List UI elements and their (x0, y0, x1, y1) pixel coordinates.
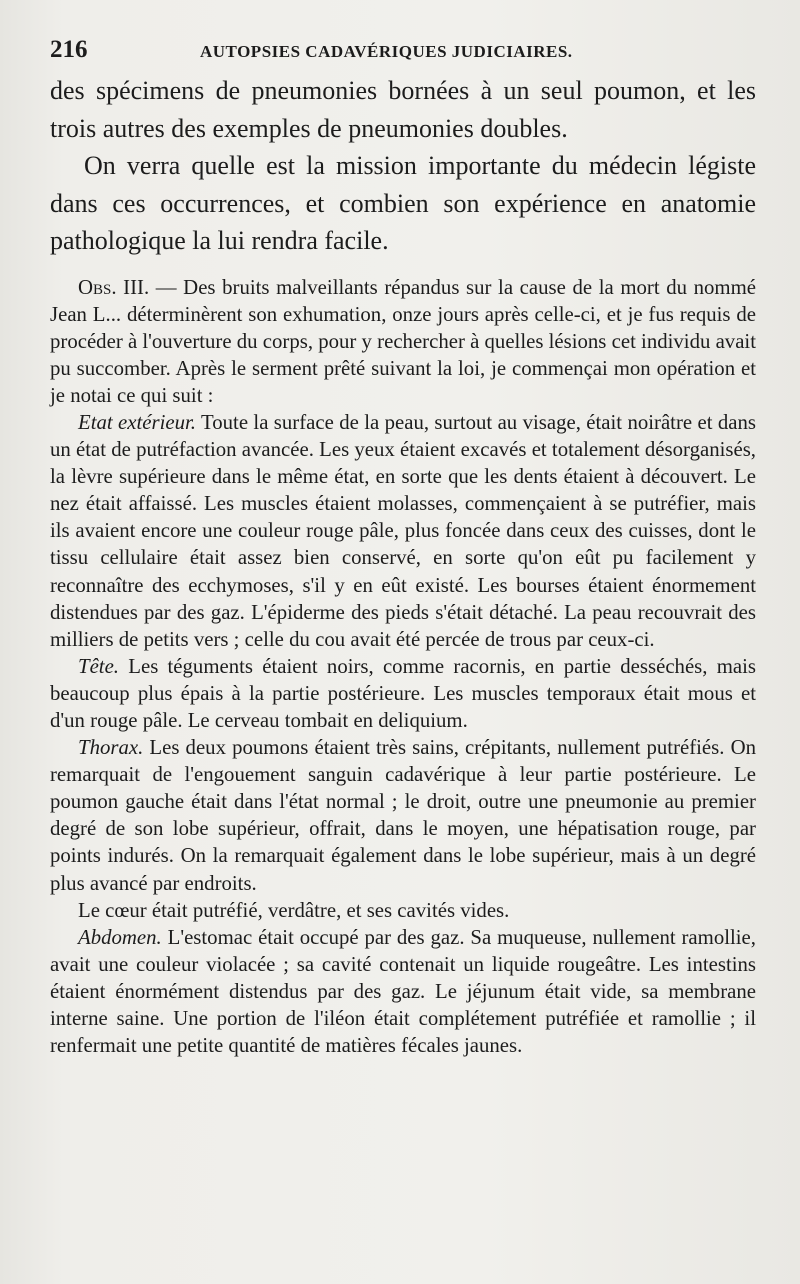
etat-exterieur-text: Toute la surface de la peau, surtout au visage, était noirâtre et dans un état de putréfaction avancée. Les yeux étaient excavés et totalement désorganisés, la lèvre supérieure dans le même état, en sorte que les dents étaient à découvert. Le nez était affaissé. Les muscles étaient molasses, commençaient à se putréfier, mais ils avaient encore une couleur rouge pâle, plus foncée dans ceux des cuisses, dont le tissu cellulaire était assez bien conservé, en sorte qu'on eût pu facilement y reconnaître des ecchymoses, s'il y en eût existé. Les bourses étaient énormement distendues par des gaz. L'épiderme des pieds s'était détaché. La peau recouvrait des milliers de petits vers ; celle du cou avait été percée de trous par ceux-ci. (50, 410, 756, 651)
observation-paragraph-1 (50, 274, 756, 409)
thorax-paragraph (50, 734, 756, 897)
tete-label: Tête. (78, 654, 120, 678)
tete-paragraph (50, 653, 756, 734)
abdomen-paragraph (50, 924, 756, 1059)
tete-text: Les téguments étaient noirs, comme racornis, en partie desséchés, mais beaucoup plus épais à la partie postérieure. Les muscles temporaux était mous et d'un rouge pâle. Le cerveau tombait en deliquium. (50, 654, 756, 732)
observation-text: Des bruits malveillants répandus sur la cause de la mort du nommé Jean L... déterminèrent son exhumation, onze jours après celle-ci, et je fus requis de procéder à l'ouverture du corps, pour y rechercher à quelles lésions cet individu avait pu succomber. Après le serment prêté suivant la loi, je commençai mon opération et je notai ce qui suit : (50, 275, 756, 407)
intro-paragraph-1: des spécimens de pneumonies bornées à un seul poumon, et les trois autres des exemples de pneumonies doubles. (50, 76, 756, 143)
thorax-label: Thorax. (78, 736, 144, 760)
observation-dash: — (149, 275, 184, 299)
observation-label: Obs. III. (78, 275, 150, 299)
page-header (50, 36, 756, 72)
intro-paragraph-2: On verra quelle est la mission importante du médecin légiste dans ces occurrences, et combien son expérience en anatomie pathologique la lui rendra facile. (50, 151, 756, 255)
coeur-paragraph: Le cœur était putréfié, verdâtre, et ses cavités vides. (78, 898, 510, 922)
etat-exterieur-label: Etat extérieur. (78, 410, 196, 434)
running-head: AUTOPSIES CADAVÉRIQUES JUDICIAIRES. (200, 42, 573, 61)
thorax-text: Les deux poumons étaient très sains, crépitants, nullement putréfiés. On remarquait de l'engouement sanguin cadavérique à leur partie postérieure. Le poumon gauche était dans l'état normal ; le droit, outre une pneumonie au premier degré de son lobe supérieur, offrait, dans le moyen, une hépatisation rouge, par points indurés. On la remarquait également dans le lobe supérieur, mais à un degré plus avancé par endroits. (50, 736, 756, 895)
abdomen-label: Abdomen. (78, 925, 162, 949)
intro-section (50, 72, 756, 260)
page-number: 216 (50, 36, 88, 63)
abdomen-text: L'estomac était occupé par des gaz. Sa muqueuse, nullement ramollie, avait une couleur violacée ; sa cavité contenait un liquide rougeâtre. Les intestins étaient énormément distendus par des gaz. Le jéjunum était vide, sa membrane interne saine. Une portion de l'iléon était complétement putréfiée et ramollie ; il renfermait une petite quantité de matières fécales jaunes. (50, 925, 756, 1058)
observation-section (50, 274, 756, 1060)
etat-exterieur-paragraph (50, 409, 756, 653)
